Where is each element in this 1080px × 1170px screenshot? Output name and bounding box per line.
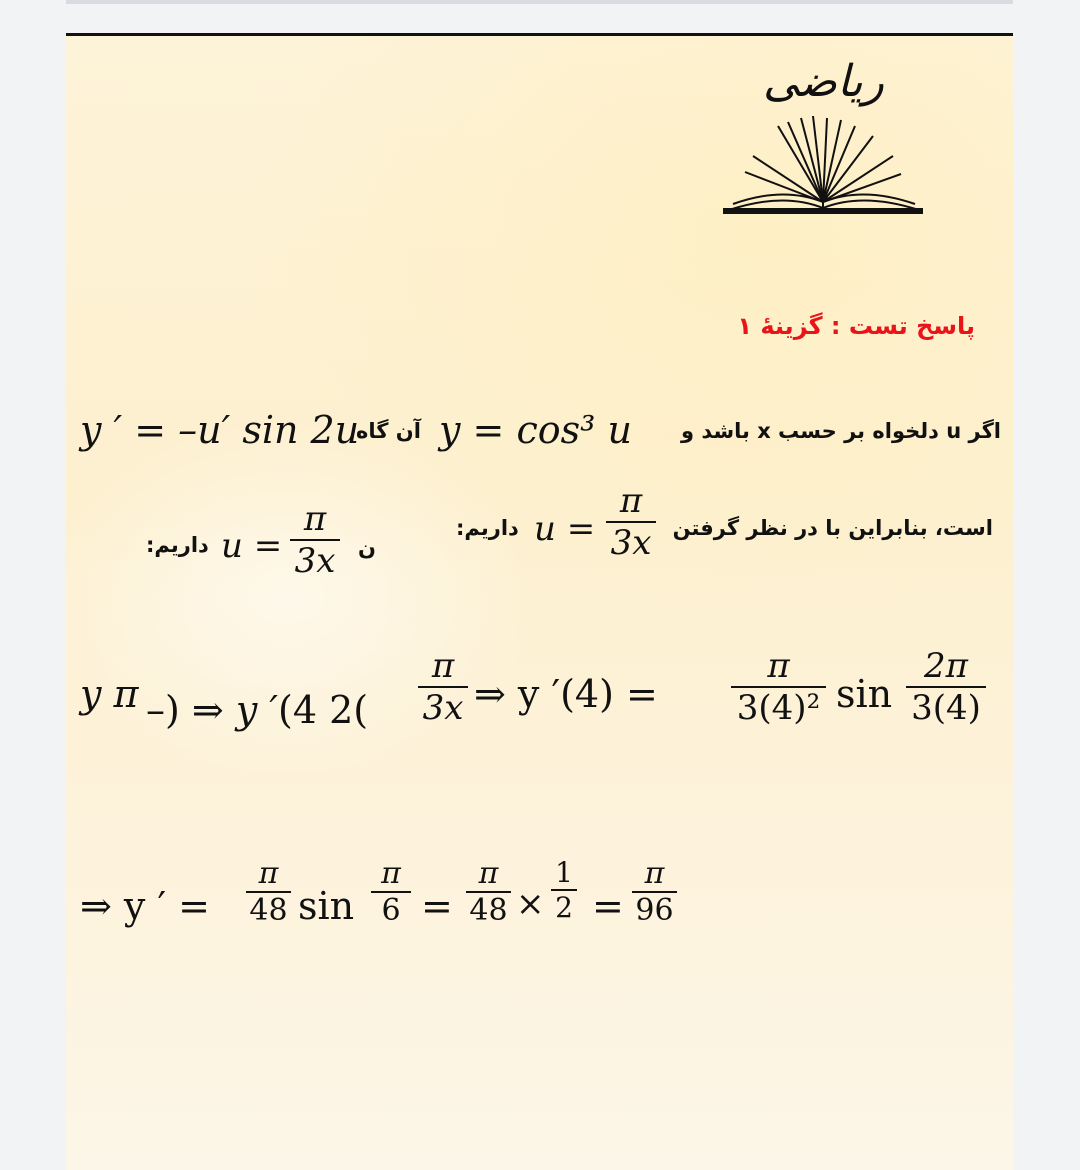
fraction-pi-6: π 6 bbox=[371, 856, 411, 928]
sin-label: sin bbox=[836, 672, 893, 716]
fraction-pi-48-b: π 48 bbox=[466, 856, 511, 928]
fraction-pi-48-a: π 48 bbox=[246, 856, 291, 928]
fraction-pi-3x-a: π 3x bbox=[606, 481, 656, 563]
condition-text: اگر u دلخواه بر حسب x باشد و bbox=[680, 419, 1001, 443]
fraction-pi-96: π 96 bbox=[632, 856, 677, 928]
fraction-pi-3x-b: π 3x bbox=[290, 499, 340, 581]
arrow-y-prime-4-b: ⇒ y ′(4) = bbox=[474, 672, 658, 716]
u-equals-b: u = bbox=[221, 526, 283, 566]
subject-title: ریاضی bbox=[763, 56, 884, 107]
top-bar bbox=[66, 0, 1013, 4]
expression-y-cos: y = cos³ u bbox=[439, 408, 632, 452]
have-text-a: داریم: bbox=[456, 516, 519, 540]
equals-1: = bbox=[421, 884, 453, 928]
truncated-char: ن bbox=[358, 536, 376, 560]
fraction-1-2: 1 2 bbox=[551, 856, 577, 924]
document-page bbox=[66, 33, 1013, 1170]
fraction-2pi-3-4: 2π 3(4) bbox=[906, 646, 986, 728]
final-arrow: ⇒ y ′ = bbox=[80, 884, 211, 928]
derivative-result: y ′ = –u′ sin 2u bbox=[80, 408, 360, 452]
then-text: آن گاه bbox=[356, 419, 421, 443]
open-book-icon bbox=[723, 116, 923, 216]
y-pi-fragment: y π bbox=[80, 672, 139, 716]
u-equals-a: u = bbox=[534, 509, 596, 549]
equals-2: = bbox=[592, 884, 624, 928]
final-sin: sin bbox=[298, 884, 355, 928]
times-sign: × bbox=[516, 884, 545, 924]
fraction-pi-3-4-squared: π 3(4)² bbox=[731, 646, 826, 728]
fraction-pi-3x-c: π 3x bbox=[418, 646, 468, 728]
have-text-b: داریم: bbox=[146, 533, 209, 557]
answer-label: پاسخ تست : گزینهٔ ۱ bbox=[737, 312, 975, 340]
intro-text: است، بنابراین با در نظر گرفتن bbox=[672, 516, 993, 540]
arrow-y-prime-4-a: –) ⇒ y ′(4 2( bbox=[146, 688, 369, 732]
